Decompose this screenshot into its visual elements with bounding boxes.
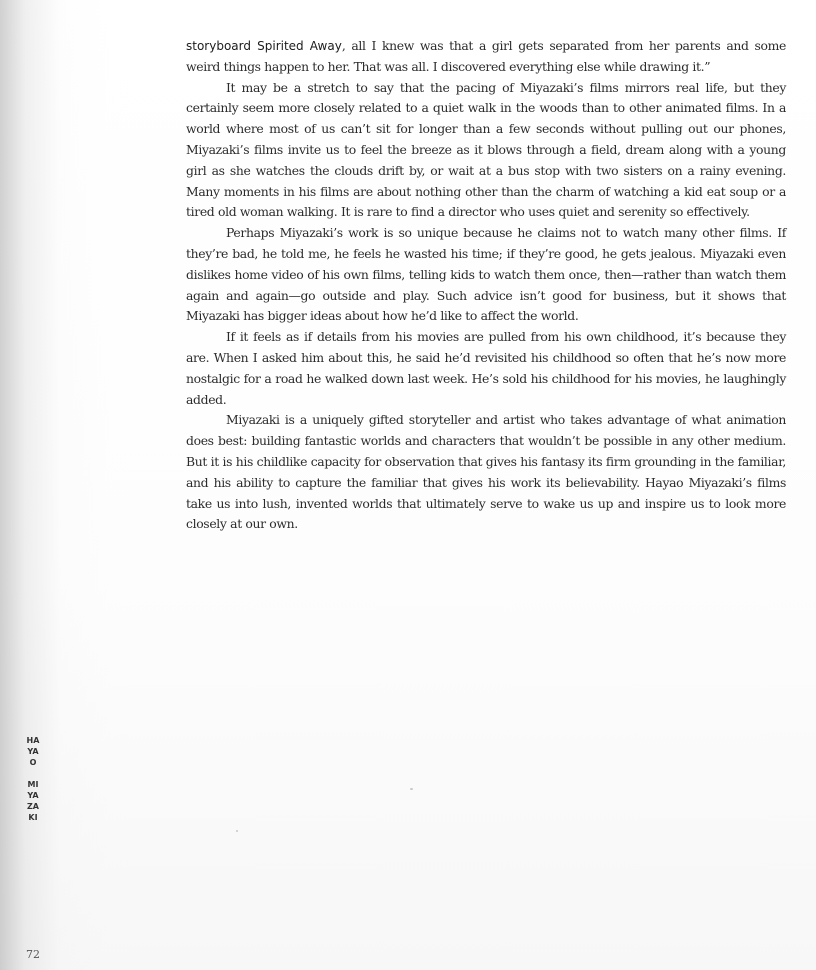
paragraph-5: Miyazaki is a uniquely gifted storyteller and artist who takes advantage of what animation does best: building fantastic worlds and characters that wouldn’t be possible in any other medium. But it is his childlike capacity for observation that gives his fantasy its firm grounding in the familiar, and his ability to capture the familiar that gives his work its believability. Hayao Miyazaki’s films take us into lush, invented worlds that ultimately serve to wake us up and inspire us to look more closely at our own. (186, 412, 786, 532)
article-body (186, 36, 786, 535)
paragraph-2: It may be a stretch to say that the pacing of Miyazaki’s films mirrors real life, but they certainly seem more closely related to a quiet walk in the woods than to other animated films. In a world where most of us can’t sit for longer than a few seconds without pulling out our phones, Miyazaki’s films invite us to feel the breeze as it blows through a field, dream along with a young girl as she watches the clouds drift by, or wait at a bus stop with two sisters on a rainy evening. Many moments in his films are about nothing other than the charm of watching a kid eat soup or a tired old woman walking. It is rare to find a director who uses quiet and serenity so effectively. (186, 79, 786, 220)
paragraph-1-text: , all I knew was that a girl gets separated from her parents and some weird things happen to her. That was all. I discovered everything else while drawing it.” (186, 38, 787, 74)
running-title-last-name: MIYAZAKI (27, 780, 39, 822)
paragraph-3: Perhaps Miyazaki’s work is so unique because he claims not to watch many other films. If they’re bad, he told me, he feels he wasted his time; if they’re good, he gets jealous. Miyazaki even dislikes home video of his own films, telling kids to watch them once, then—rather than watch them again and again—go outside and play. Such advice isn’t good for business, but it shows that Miyazaki has bigger ideas about how he’d like to affect the world. (186, 225, 786, 324)
paragraph-4: If it feels as if details from his movies are pulled from his own childhood, it’s because they are. When I asked him about this, he said he’d revisited his childhood so often that he’s now more nostalgic for a road he walked down last week. He’s sold his childhood for his movies, he laughingly added. (186, 329, 786, 407)
running-title-first-name: HAYAO (26, 736, 40, 767)
paper-speck (236, 830, 238, 832)
film-title-spirited-away: storyboard Spirited Away (186, 39, 342, 53)
paragraph-1 (186, 36, 786, 78)
paper-speck (410, 788, 413, 790)
page-number: 72 (26, 948, 40, 961)
running-title (26, 736, 40, 824)
running-title-spacer (26, 768, 40, 780)
